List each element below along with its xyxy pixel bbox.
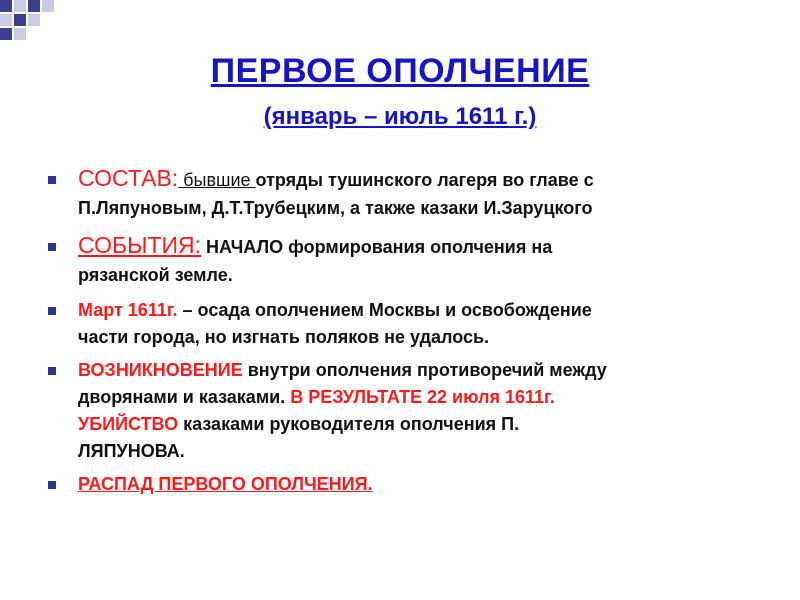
composition-text: отряды тушинского лагеря во главе с xyxy=(255,170,594,190)
siege-text-line2: части города, но изгнать поляков не удалось. xyxy=(78,327,490,347)
composition-text-line2: П.Ляпуновым, Д.Т.Трубецким, а также казаки И.Заруцкого xyxy=(78,198,593,218)
murder-text: казаками руководителя ополчения П. xyxy=(178,414,520,434)
bullet-list xyxy=(48,163,760,498)
list-item-composition xyxy=(48,163,760,222)
bullet-square-icon xyxy=(48,243,56,251)
collapse-label: РАСПАД ПЕРВОГО ОПОЛЧЕНИЯ. xyxy=(78,474,373,494)
corner-decoration xyxy=(0,0,70,50)
result-label: В РЕЗУЛЬТАТЕ 22 июля 1611г. xyxy=(290,387,555,407)
corner-square xyxy=(42,0,54,12)
events-label: СОБЫТИЯ: xyxy=(78,232,202,258)
slide-title: ПЕРВОЕ ОПОЛЧЕНИЕ xyxy=(210,52,590,90)
corner-square xyxy=(0,0,12,12)
slide-subtitle: (январь – июль 1611 г.) xyxy=(263,103,537,130)
corner-square xyxy=(14,0,26,12)
conflict-text-line2: дворянами и казаками. xyxy=(78,387,291,407)
corner-square xyxy=(14,28,26,40)
composition-label: СОСТАВ: xyxy=(78,165,179,191)
bullet-square-icon xyxy=(48,481,56,489)
corner-square xyxy=(0,28,12,40)
bullet-square-icon xyxy=(48,176,56,184)
bullet-square-icon xyxy=(48,367,56,375)
murder-text-line4: ЛЯПУНОВА. xyxy=(78,441,185,461)
corner-square xyxy=(14,14,26,26)
events-text-line2: рязанской земле. xyxy=(78,265,233,285)
corner-square xyxy=(28,14,40,26)
bullet-square-icon xyxy=(48,307,56,315)
corner-square xyxy=(0,14,12,26)
siege-text: – осада ополчением Москвы и освобождение xyxy=(177,300,592,320)
conflict-label: ВОЗНИКНОВЕНИЕ xyxy=(78,360,243,380)
list-item-conflict xyxy=(48,357,760,465)
list-item-siege xyxy=(48,297,760,351)
list-item-events xyxy=(48,230,760,289)
siege-date: Март 1611г. xyxy=(78,300,178,320)
underlined-word: бывшие xyxy=(178,170,256,190)
murder-label: УБИЙСТВО xyxy=(78,414,179,434)
conflict-text: внутри ополчения противоречий между xyxy=(242,360,607,380)
corner-square xyxy=(28,0,40,12)
events-text: НАЧАЛО формирования ополчения на xyxy=(201,237,553,257)
list-item-collapse xyxy=(48,471,760,498)
